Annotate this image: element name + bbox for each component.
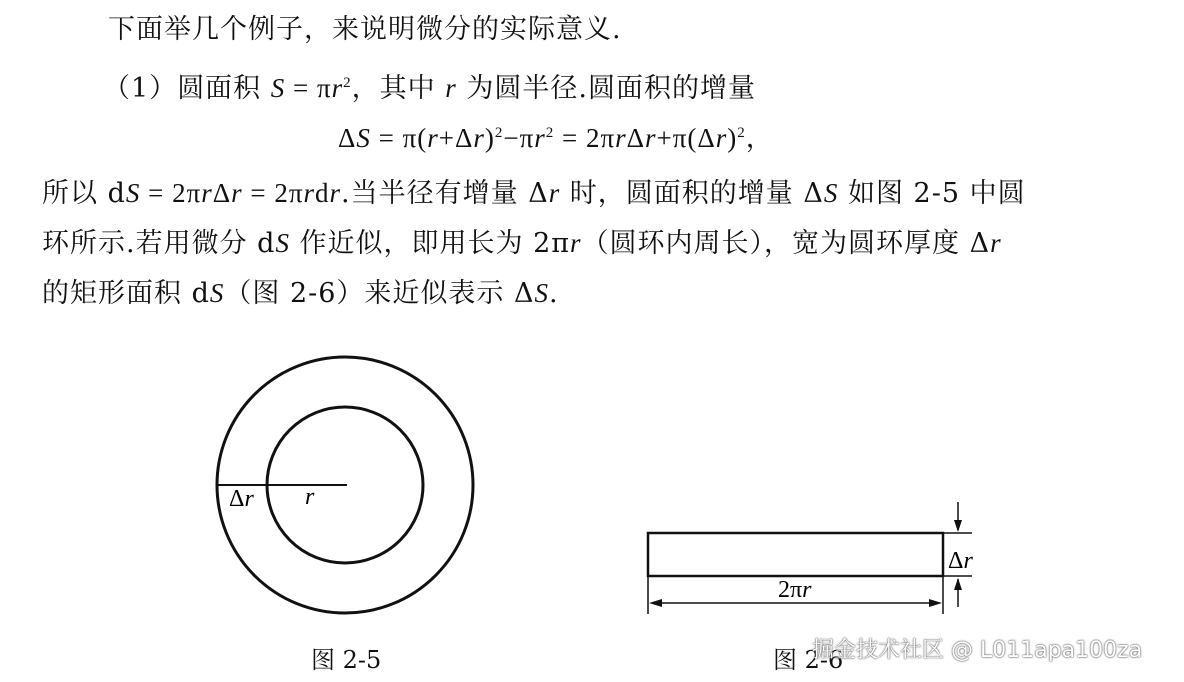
item1-text3: 为圆半径.圆面积的增量: [466, 73, 756, 104]
figure-rectangle: [648, 502, 973, 614]
length-arrow-left: [649, 599, 662, 607]
figure2-caption: 图 2-6: [773, 646, 844, 674]
length-label: 2πr: [778, 577, 812, 603]
length-arrow-right: [929, 599, 942, 607]
watermark: 掘金技术社区 @ L011apa100za: [812, 638, 1143, 663]
item1-text1: 圆面积: [177, 73, 262, 104]
item1-formula: $S = \pi r^2$: [270, 73, 352, 103]
figure-annulus: [217, 357, 473, 613]
item1-r: r: [445, 73, 457, 103]
strip-rect: [648, 533, 943, 576]
item1-number: （1）: [103, 73, 178, 104]
figure1-caption: 图 2-5: [311, 646, 382, 674]
line5: 的矩形面积 dS（图 2-6）来近似表示 ΔS.: [42, 278, 559, 309]
line3: 所以 dS = 2πrΔr = 2πrdr.当半径有增量 Δr 时，圆面积的增量 ΔS 如图 2-5 中圆: [42, 178, 1026, 209]
line4: 环所示.若用微分 dS 作近似，即用长为 2πr（圆环内周长），宽为圆环厚度 Δr: [42, 228, 1002, 259]
delta-r-label: Δr: [229, 486, 254, 512]
width-arrow-top-head: [954, 520, 962, 532]
intro-text: 下面举几个例子，来说明微分的实际意义.: [108, 14, 622, 45]
width-arrow-bottom-head: [954, 578, 962, 590]
formula-line: $\Delta S = \pi(r+\Delta r)^2-\pi r^2 = 2\pi r\Delta r+\pi(\Delta r)^2$，: [338, 123, 774, 154]
width-label: Δr: [948, 548, 973, 574]
item1-text2: ，其中: [351, 73, 436, 104]
r-label: r: [305, 484, 315, 510]
